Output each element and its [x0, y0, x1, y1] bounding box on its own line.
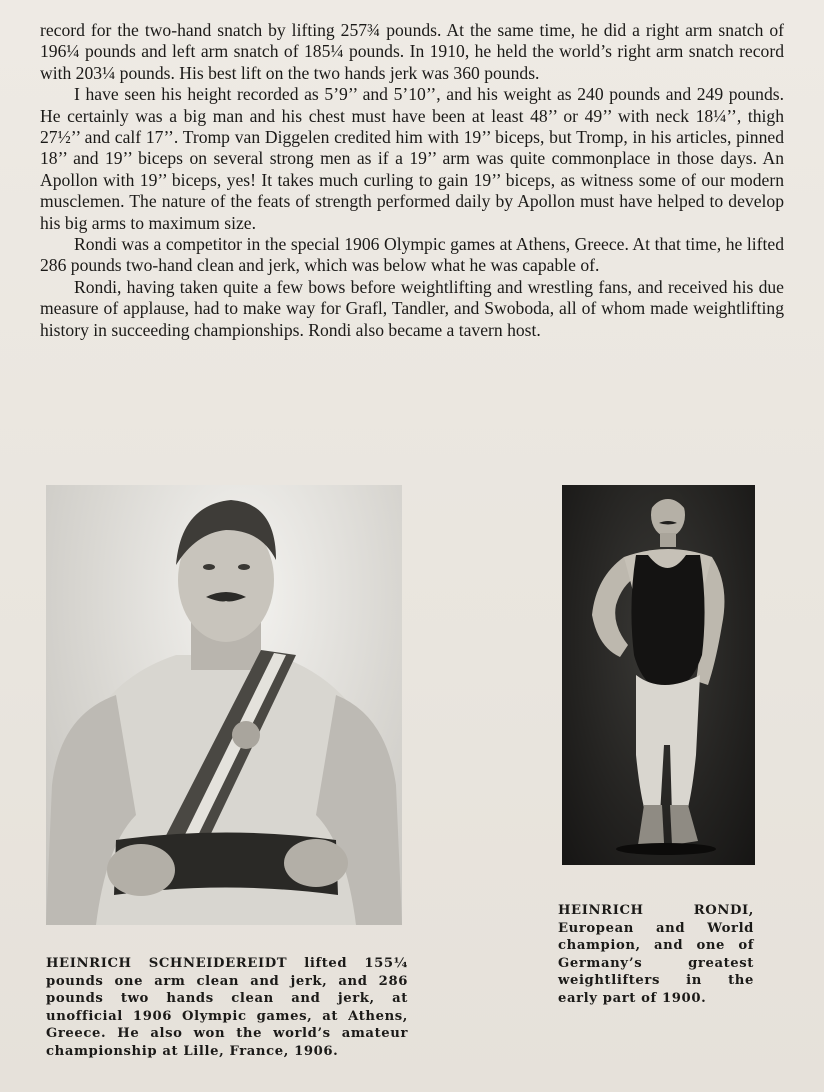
caption-schneidereidt: HEINRICH SCHNEIDEREIDT lifted 155¼ pounds one arm clean and jerk, and 286 pounds two hands clean and jerk, at unofficial 1906 Olympic games, at Athens, Greece. He also won the world’s amateur championship at Lille, France, 1906. [46, 956, 408, 1059]
paragraph-2: I have seen his height recorded as 5’9’’ and 5’10’’, and his weight as 240 pounds and 249 pounds. He certainly was a big man and his chest must have been at least 48’’ or 49’’ with neck 18¼’’, thigh 27½’’ and calf 17’’. Tromp van Diggelen credited him with 19’’ biceps, but Tromp, in his articles, pinned 18’’ and 19’’ biceps on several strong men as if a 19’’ arm was quite commonplace in those days. An Apollon with 19’’ biceps, yes! It takes much curling to gain 19’’ biceps, as witness some of our modern musclemen. The nature of the feats of strength performed daily by Apollon must have helped to develop his big arms to maximum size. [40, 84, 784, 233]
caption-rondi: HEINRICH RONDI, European and World champion, and one of Germany’s greatest weightlifters in the early part of 1900. [558, 903, 754, 1006]
body-text [40, 20, 784, 341]
paragraph-1: record for the two-hand snatch by lifting 257¾ pounds. At the same time, he did a right arm snatch of 196¼ pounds and left arm snatch of 185¼ pounds. In 1910, he held the world’s right arm snatch record with 203¼ pounds. His best lift on the two hands jerk was 360 pounds. [40, 20, 784, 83]
paragraph-4: Rondi, having taken quite a few bows before weightlifting and wrestling fans, and received his due measure of applause, had to make way for Grafl, Tandler, and Swoboda, all of whom made weightlifting history in succeeding championships. Rondi also became a tavern host. [40, 276, 784, 340]
paragraph-3: Rondi was a competitor in the special 1906 Olympic games at Athens, Greece. At that time, he lifted 286 pounds two-hand clean and jerk, which was below what he was capable of. [40, 234, 784, 276]
photo-rondi [562, 485, 755, 865]
photo-schneidereidt [46, 485, 402, 925]
